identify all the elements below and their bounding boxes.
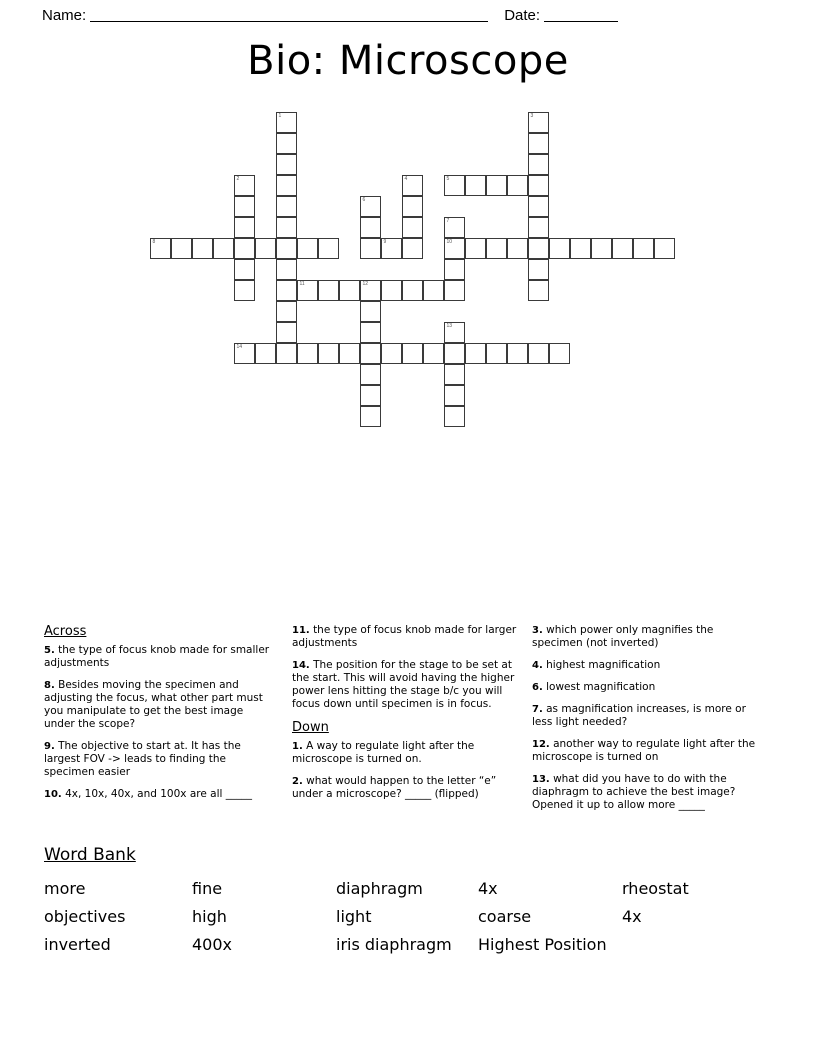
crossword-cell[interactable]: [213, 238, 234, 259]
word-bank-item: rheostat: [622, 879, 689, 898]
crossword-cell[interactable]: [402, 196, 423, 217]
clue-text: which power only magnifies the specimen (not inverted): [532, 624, 714, 649]
crossword-cell[interactable]: [528, 343, 549, 364]
crossword-cell-number: 3: [530, 113, 534, 119]
crossword-cell[interactable]: [549, 238, 570, 259]
clue-number: 6.: [532, 682, 543, 693]
crossword-cell[interactable]: [360, 238, 381, 259]
clue-number: 2.: [292, 776, 303, 787]
crossword-cell[interactable]: [444, 175, 465, 196]
crossword-cell[interactable]: [360, 343, 381, 364]
crossword-cell-number: 14: [236, 344, 243, 350]
crossword-cell[interactable]: [402, 343, 423, 364]
crossword-cell[interactable]: [528, 133, 549, 154]
page-title: Bio: Microscope: [247, 38, 569, 84]
clue-number: 9.: [44, 741, 55, 752]
clue-text: Besides moving the specimen and adjusting the focus, what other part must you manipulate to get the best image under the scope?: [44, 679, 263, 730]
crossword-cell[interactable]: [360, 280, 381, 301]
clue-across-11: [292, 624, 522, 650]
clue-number: 3.: [532, 625, 543, 636]
crossword-cell[interactable]: [276, 112, 297, 133]
word-bank-item: more: [44, 879, 86, 898]
crossword-cell[interactable]: [486, 238, 507, 259]
crossword-cell[interactable]: [549, 343, 570, 364]
clue-text: lowest magnification: [546, 681, 656, 693]
crossword-cell[interactable]: [171, 238, 192, 259]
crossword-cell[interactable]: [423, 343, 444, 364]
crossword-cell-number: 1: [278, 113, 282, 119]
word-bank-row: [44, 935, 780, 963]
clues-section: [44, 624, 780, 824]
crossword-cell[interactable]: [381, 280, 402, 301]
crossword-cell-number: 13: [446, 323, 453, 329]
crossword-cell[interactable]: [507, 238, 528, 259]
crossword-cell[interactable]: [444, 238, 465, 259]
crossword-cell[interactable]: [402, 238, 423, 259]
clue-column-2: [292, 624, 522, 810]
clue-text: the type of focus knob made for larger adjustments: [292, 624, 517, 649]
name-label: Name:: [42, 6, 87, 24]
crossword-cell[interactable]: [297, 280, 318, 301]
clue-text: The position for the stage to be set at the start. This will avoid having the higher power lens hitting the stage b/c you will focus down until specimen is in focus.: [292, 659, 515, 710]
crossword-cell[interactable]: [234, 280, 255, 301]
crossword-cell[interactable]: [276, 343, 297, 364]
crossword-cell[interactable]: [276, 259, 297, 280]
crossword-cell[interactable]: [444, 406, 465, 427]
crossword-cell[interactable]: [444, 343, 465, 364]
crossword-cell[interactable]: [486, 175, 507, 196]
crossword-cell[interactable]: [444, 217, 465, 238]
crossword-cell[interactable]: [255, 343, 276, 364]
crossword-cell[interactable]: [297, 238, 318, 259]
crossword-cell[interactable]: [276, 238, 297, 259]
crossword-cell[interactable]: [276, 301, 297, 322]
crossword-cell[interactable]: [507, 175, 528, 196]
crossword-cell[interactable]: [234, 196, 255, 217]
word-bank-item: 4x: [622, 907, 642, 926]
crossword-cell[interactable]: [318, 280, 339, 301]
word-bank-item: objectives: [44, 907, 126, 926]
clue-number: 7.: [532, 704, 543, 715]
crossword-cell[interactable]: [318, 238, 339, 259]
crossword-cell[interactable]: [360, 385, 381, 406]
clue-across-8: [44, 679, 274, 731]
crossword-cell[interactable]: [591, 238, 612, 259]
clue-number: 13.: [532, 774, 550, 785]
crossword-cell[interactable]: [234, 343, 255, 364]
date-label: Date:: [504, 6, 541, 24]
word-bank-row: [44, 879, 780, 907]
word-bank-item: light: [336, 907, 372, 926]
clue-down-7: [532, 703, 762, 729]
crossword-cell[interactable]: [654, 238, 675, 259]
crossword-cell[interactable]: [360, 196, 381, 217]
crossword-cell-number: 7: [446, 218, 450, 224]
clue-number: 5.: [44, 645, 55, 656]
crossword-cell[interactable]: [633, 238, 654, 259]
crossword-cell[interactable]: [528, 154, 549, 175]
clue-across-14: [292, 659, 522, 711]
word-bank-item: diaphragm: [336, 879, 423, 898]
word-bank-item: iris diaphragm: [336, 935, 452, 954]
clue-down-3: [532, 624, 762, 650]
crossword-cell[interactable]: [528, 112, 549, 133]
clue-column-3: [532, 624, 762, 821]
crossword-cell[interactable]: [402, 175, 423, 196]
crossword-cell[interactable]: [465, 175, 486, 196]
crossword-cell[interactable]: [360, 301, 381, 322]
crossword-cell[interactable]: [234, 217, 255, 238]
crossword-cell[interactable]: [255, 238, 276, 259]
crossword-cell[interactable]: [444, 364, 465, 385]
crossword-cell[interactable]: [507, 343, 528, 364]
crossword-cell[interactable]: [360, 406, 381, 427]
clue-text: what did you have to do with the diaphragm to achieve the best image? Opened it up to allow more _____: [532, 773, 736, 811]
word-bank-item: coarse: [478, 907, 532, 926]
crossword-cell[interactable]: [360, 217, 381, 238]
clue-column-1: [44, 624, 274, 810]
clue-text: highest magnification: [546, 659, 661, 671]
word-bank-row: [44, 907, 780, 935]
crossword-cell[interactable]: [276, 133, 297, 154]
crossword-cell[interactable]: [297, 343, 318, 364]
word-bank-section: [44, 845, 780, 963]
clue-number: 14.: [292, 660, 310, 671]
clue-number: 12.: [532, 739, 550, 750]
crossword-cell[interactable]: [402, 217, 423, 238]
crossword-cell-number: 9: [383, 239, 387, 245]
crossword-cell[interactable]: [381, 238, 402, 259]
crossword-cell-number: 6: [362, 197, 366, 203]
crossword-cell[interactable]: [528, 217, 549, 238]
crossword-cell-number: 2: [236, 176, 240, 182]
word-bank-item: inverted: [44, 935, 111, 954]
crossword-cell-number: 12: [362, 281, 369, 287]
crossword-cell[interactable]: [528, 238, 549, 259]
clue-number: 4.: [532, 660, 543, 671]
clue-down-6: [532, 681, 762, 694]
clue-text: The objective to start at. It has the largest FOV -> leads to finding the specimen easier: [44, 740, 241, 778]
clue-down-13: [532, 773, 762, 812]
clue-across-5: [44, 644, 274, 670]
clue-text: what would happen to the letter “e” under a microscope? _____ (flipped): [292, 775, 497, 800]
clue-text: the type of focus knob made for smaller adjustments: [44, 644, 270, 669]
crossword-cell[interactable]: [444, 385, 465, 406]
crossword-cell[interactable]: [360, 364, 381, 385]
crossword-cell[interactable]: [612, 238, 633, 259]
crossword-cell[interactable]: [360, 322, 381, 343]
clue-text: 4x, 10x, 40x, and 100x are all _____: [65, 788, 252, 800]
down-heading: Down: [292, 720, 329, 735]
word-bank-item: 400x: [192, 935, 233, 954]
clue-down-1: [292, 740, 522, 766]
word-bank-heading: Word Bank: [44, 845, 136, 865]
crossword-cell[interactable]: [465, 343, 486, 364]
crossword-cell-number: 4: [404, 176, 408, 182]
word-bank-item: fine: [192, 879, 223, 898]
crossword-cell[interactable]: [276, 217, 297, 238]
crossword-cell-number: 5: [446, 176, 450, 182]
across-heading: Across: [44, 624, 87, 639]
word-bank-item: Highest Position: [478, 935, 607, 954]
crossword-cell[interactable]: [528, 280, 549, 301]
clue-down-4: [532, 659, 762, 672]
clue-number: 8.: [44, 680, 55, 691]
clue-number: 1.: [292, 741, 303, 752]
word-bank-item: high: [192, 907, 227, 926]
crossword-cell[interactable]: [234, 259, 255, 280]
word-bank-grid: [44, 879, 780, 963]
crossword-cell-number: 11: [299, 281, 305, 287]
crossword-cell[interactable]: [234, 175, 255, 196]
crossword-cell[interactable]: [339, 280, 360, 301]
crossword-cell[interactable]: [381, 343, 402, 364]
clue-text: another way to regulate light after the microscope is turned on: [532, 738, 756, 763]
crossword-cell[interactable]: [192, 238, 213, 259]
crossword-cell[interactable]: [339, 343, 360, 364]
crossword-cell[interactable]: [276, 280, 297, 301]
crossword-cell[interactable]: [276, 175, 297, 196]
crossword-cell[interactable]: [528, 259, 549, 280]
clue-number: 11.: [292, 625, 310, 636]
clue-down-12: [532, 738, 762, 764]
clue-down-2: [292, 775, 522, 801]
crossword-cell[interactable]: [276, 322, 297, 343]
crossword-cell[interactable]: [570, 238, 591, 259]
crossword-cell[interactable]: [486, 343, 507, 364]
crossword-cell-number: 8: [152, 239, 156, 245]
crossword-cell[interactable]: [528, 196, 549, 217]
clue-text: A way to regulate light after the microscope is turned on.: [292, 740, 475, 765]
crossword-cell[interactable]: [444, 259, 465, 280]
word-bank-item: 4x: [478, 879, 498, 898]
crossword-cell[interactable]: [276, 196, 297, 217]
crossword-cell[interactable]: [465, 238, 486, 259]
crossword-cell[interactable]: [318, 343, 339, 364]
crossword-cell[interactable]: [276, 154, 297, 175]
crossword-cell-number: 10: [446, 239, 453, 245]
crossword-cell[interactable]: [444, 322, 465, 343]
crossword-cell[interactable]: [402, 280, 423, 301]
clue-number: 10.: [44, 789, 62, 800]
crossword-cell[interactable]: [234, 238, 255, 259]
crossword-cell[interactable]: [423, 280, 444, 301]
crossword-cell[interactable]: [444, 280, 465, 301]
clue-across-10: [44, 788, 274, 801]
crossword-cell[interactable]: [528, 175, 549, 196]
crossword-cell[interactable]: [150, 238, 171, 259]
clue-text: as magnification increases, is more or less light needed?: [532, 703, 746, 728]
crossword-grid: [0, 0, 816, 480]
clue-across-9: [44, 740, 274, 779]
